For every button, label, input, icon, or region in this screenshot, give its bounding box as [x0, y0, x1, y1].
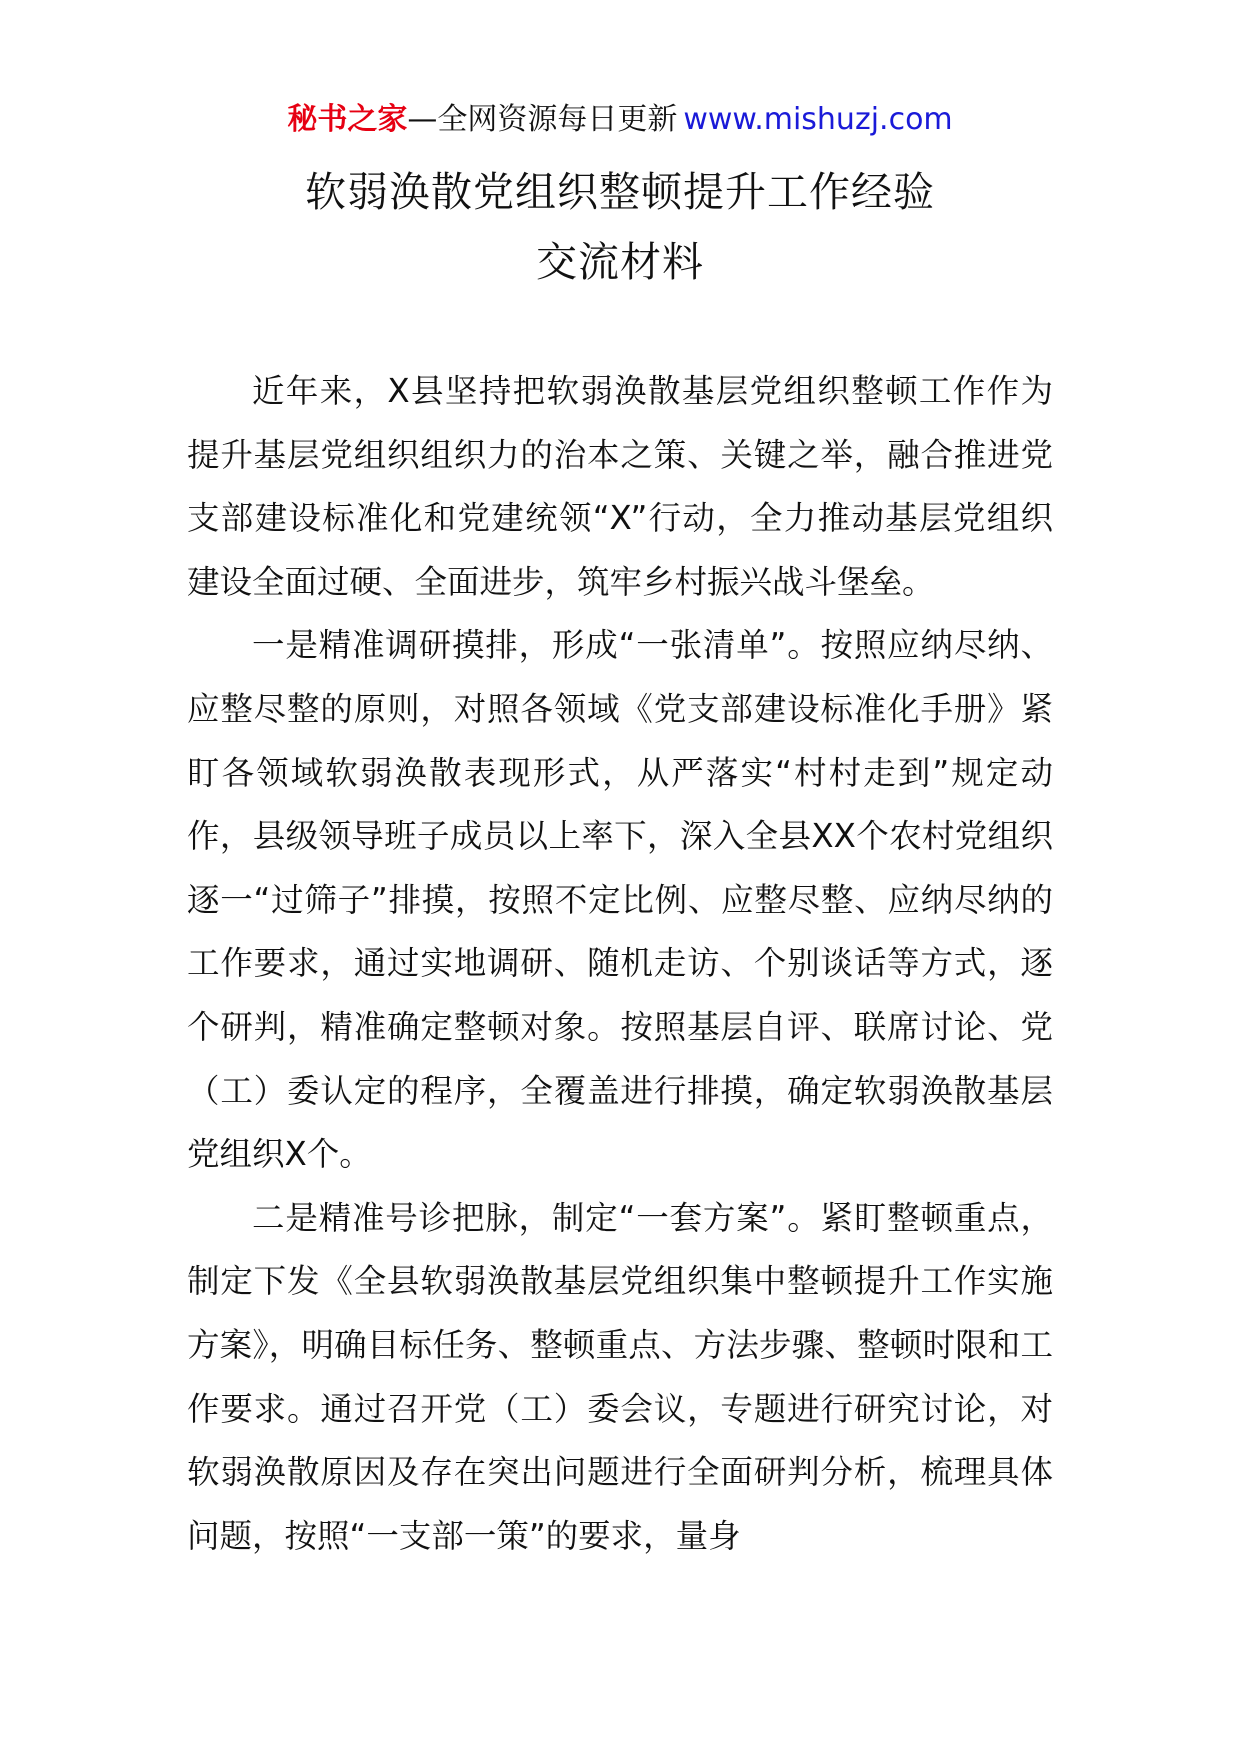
site-url-link[interactable]: www.mishuzj.com: [683, 102, 953, 137]
paragraph-intro: 近年来，X县坚持把软弱涣散基层党组织整顿工作作为提升基层党组织组织力的治本之策、关键之举，融合推进党支部建设标准化和党建统领“X”行动，全力推动基层党组织建设全面过硬、全面进步，筑牢乡村振兴战斗堡垒。: [187, 372, 1053, 601]
paragraph-point-2: 二是精准号诊把脉，制定“一套方案”。紧盯整顿重点，制定下发《全县软弱涣散基层党组织集中整顿提升工作实施方案》，明确目标任务、整顿重点、方法步骤、整顿时限和工作要求。通过召开党（工）委会议，专题进行研究讨论，对软弱涣散原因及存在突出问题进行全面研判分析，梳理具体问题，按照“一支部一策”的要求，量身: [187, 1198, 1053, 1555]
header-tagline: —全网资源每日更新: [407, 102, 678, 137]
paragraph-point-1: 一是精准调研摸排，形成“一张清单”。按照应纳尽纳、应整尽整的原则，对照各领域《党支部建设标准化手册》紧盯各领域软弱涣散表现形式，从严落实“村村走到”规定动作，县级领导班子成员以上率下，深入全县XX个农村党组织逐一“过筛子”排摸，按照不定比例、应整尽整、应纳尽纳的工作要求，通过实地调研、随机走访、个别谈话等方式，逐个研判，精准确定整顿对象。按照基层自评、联席讨论、党（工）委认定的程序，全覆盖进行排摸，确定软弱涣散基层党组织X个。: [187, 626, 1053, 1174]
document-title-line-2: 交流材料: [536, 238, 704, 286]
document-title-line-1: 软弱涣散党组织整顿提升工作经验: [305, 168, 935, 216]
site-header: [0, 100, 1240, 140]
brand-name: 秘书之家: [287, 102, 408, 137]
document-body: [187, 360, 1053, 1568]
